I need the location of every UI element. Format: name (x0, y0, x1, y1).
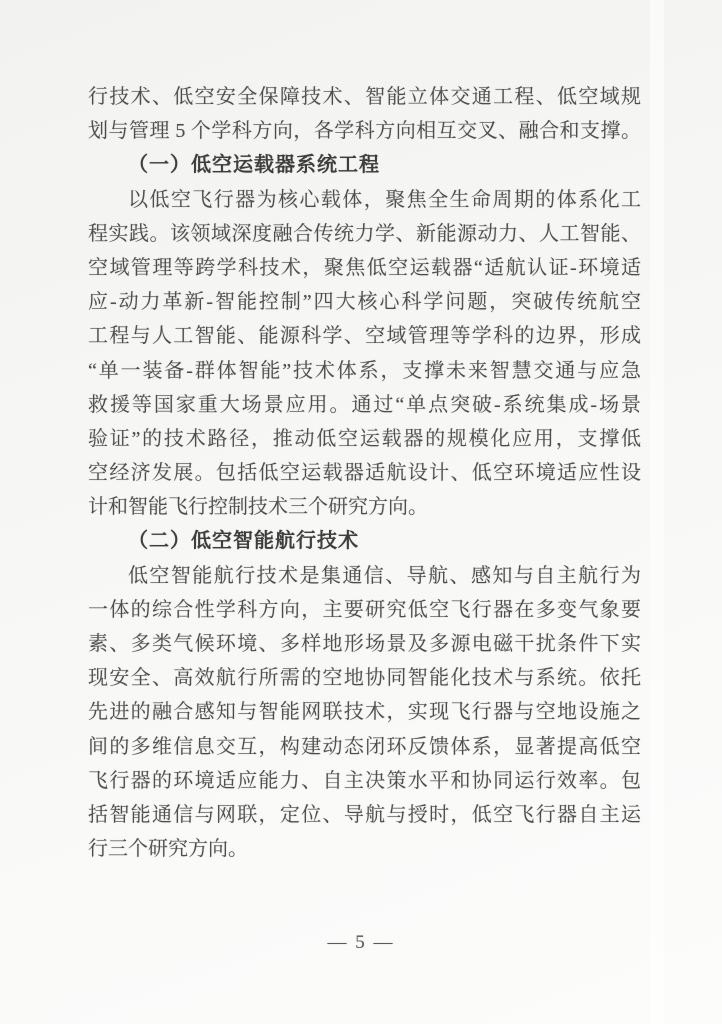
text-line: 行技术、低空安全保障技术、智能立体交通工程、低空域规 (88, 86, 641, 108)
text-line: 现安全、高效航行所需的空地协同智能化技术与系统。依托 (88, 667, 641, 690)
text-line: 先进的融合感知与智能网联技术，实现飞行器与空地设施之 (88, 701, 641, 724)
section-heading: （二）低空智能航行技术 (128, 530, 359, 553)
section-heading: （一）低空运载器系统工程 (128, 154, 380, 177)
text-line: 救援等国家重大场景应用。通过“单点突破-系统集成-场景 (88, 393, 641, 416)
text-line: 行三个研究方向。 (88, 838, 248, 861)
text-line: 空域管理等跨学科技术，聚焦低空运载器“适航认证-环境适 (88, 256, 641, 279)
text-line: 空经济发展。包括低空运载器适航设计、低空环境适应性设 (88, 462, 641, 485)
text-line: 程实践。该领域深度融合传统力学、新能源动力、人工智能、 (88, 222, 641, 245)
text-line: 飞行器的环境适应能力、自主决策水平和协同运行效率。包 (88, 769, 641, 792)
text-line: 低空智能航行技术是集通信、导航、感知与自主航行为 (128, 564, 641, 587)
text-line: 以低空飞行器为核心载体，聚焦全生命周期的体系化工 (128, 188, 641, 211)
text-line: 划与管理 5 个学科方向，各学科方向相互交叉、融合和支撑。 (88, 120, 641, 143)
text-line: 工程与人工智能、能源科学、空域管理等学科的边界，形成 (88, 325, 641, 348)
text-line: 素、多类气候环境、多样地形场景及多源电磁干扰条件下实 (88, 633, 641, 655)
text-line: 一体的综合性学科方向，主要研究低空飞行器在多变气象要 (88, 598, 641, 621)
text-line: 计和智能飞行控制技术三个研究方向。 (88, 496, 428, 519)
text-line: 验证”的技术路径，推动低空运载器的规模化应用，支撑低 (88, 427, 641, 450)
document-text-block (88, 80, 641, 866)
text-line: 间的多维信息交互，构建动态闭环反馈体系，显著提高低空 (88, 735, 641, 758)
text-line: “单一装备-群体智能”技术体系，支撑未来智慧交通与应急 (88, 359, 641, 382)
text-line: 应-动力革新-智能控制”四大核心科学问题，突破传统航空 (88, 291, 641, 314)
text-line: 括智能通信与网联，定位、导航与授时，低空飞行器自主运 (88, 803, 641, 826)
page-number: — 5 — (327, 932, 395, 953)
